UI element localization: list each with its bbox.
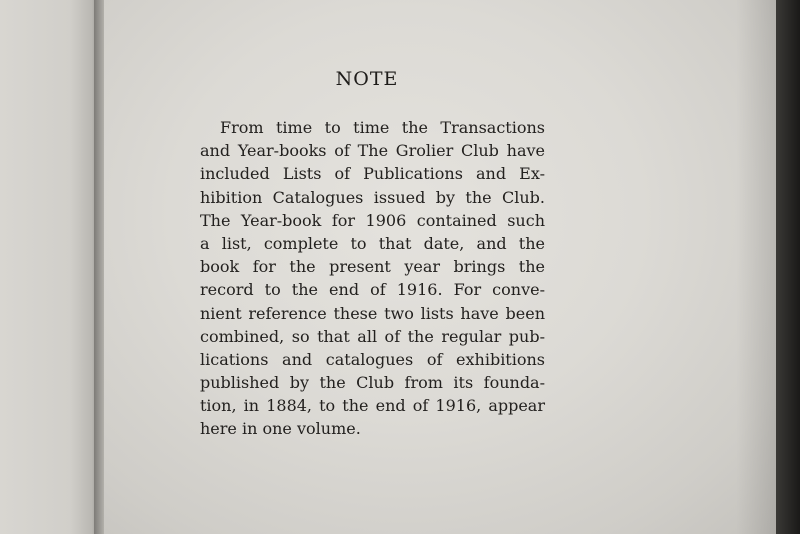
paragraph-line: included Lists of Publications and Ex- [200,164,545,184]
paragraph-line: book for the present year brings the [200,257,545,277]
paragraph-line: and Year-books of The Grolier Club have [200,141,545,161]
paragraph-line: record to the end of 1916. For conve- [200,280,545,300]
paragraph-line: a list, complete to that date, and the [200,233,545,253]
left-page-edge [0,0,100,534]
note-paragraph [200,116,545,441]
paragraph-line: nient reference these two lists have been [200,303,545,323]
paragraph-line: The Year-book for 1906 contained such [200,210,545,230]
paragraph-line: here in one volume. [200,419,361,439]
paragraph-line: From time to time the Transactions [220,118,545,137]
paragraph-line: hibition Catalogues issued by the Club. [200,187,545,207]
paragraph-line: published by the Club from its founda- [200,373,545,393]
paragraph-line: tion, in 1884, to the end of 1916, appear [200,396,545,416]
paragraph-line: combined, so that all of the regular pub- [200,326,545,346]
paragraph-line: lications and catalogues of exhibitions [200,349,545,369]
page-shadow [736,0,776,534]
background-dark [776,0,800,534]
page-heading: NOTE [335,68,399,90]
